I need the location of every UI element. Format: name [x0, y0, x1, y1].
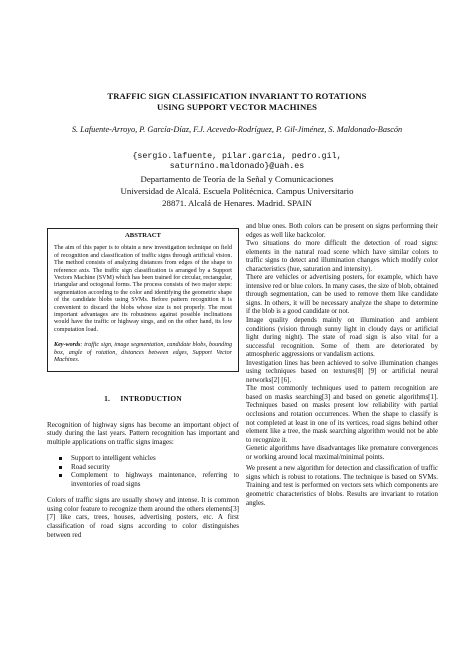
abstract-text: The aim of this paper is to obtain a new investigation technique on field of recognition and classification of traffic signs through artificial vision. The method consists of analyzing distances from edges of the shape to reference axis. The traffic sign classification is arranged by a Support Vectors Machine (SVM) which has been trained for circular, rectangular, triangular and octogonal forms. The process consists of two major steps: segmentation according to the color and identifying the geometric shape of the candidate blobs using SVMs. Before pattern recognition it is convenient to discard the blobs whose size is not properly. The most important advantages are its robustness against possible inclinations would have the traffic or highway sings, and on the other hand, its low computation load. — [54, 245, 232, 333]
keywords — [54, 342, 232, 364]
right-paragraph-3: There are vehicles or advertising posters, for example, which have intensive red or blue colors. In many cases, the size of blob, obtained through segmentation, can be used to remove them like candidate signs. In others, it will be necessary analyze the shape to determine if the blob is a good candidate or not. — [246, 273, 438, 316]
intro-paragraph-2: Colors of traffic signs are usually showy and intense. It is common using color feature to recognize them around the others elements[3] [7] like cars, trees, houses, advertising posters, etc. A first classification of road signs according to color distinguishes between red — [47, 495, 239, 539]
bullet-icon — [59, 466, 62, 469]
right-paragraph-2: Two situations do more difficult the detection of road signs: elements in the natural road scene which have similar colors to traffic signs to detect and illumination changes which modify color characteristics (hue, saturation and intensity). — [246, 239, 438, 273]
right-paragraph-1: and blue ones. Both colors can be present on signs performing their edges as well like backcolor. — [246, 222, 438, 239]
affiliation-line-2: Universidad de Alcalá. Escuela Politécnica. Campus Universitario — [120, 186, 354, 196]
affiliation-line-3: 28871. Alcalá de Henares. Madrid. SPAIN — [162, 198, 312, 208]
list-item: Complement to highways maintenance, referring to inventories of road signs — [71, 471, 239, 489]
keywords-text: : traffic sign, image segmentation, candidate blobs, bounding box, angle of rotation, distances between edges, Support Vector Machines. — [54, 342, 232, 364]
affiliation — [60, 173, 414, 209]
abstract-heading: ABSTRACT — [125, 232, 161, 239]
title-line-2: USING SUPPORT VECTOR MACHINES — [157, 102, 317, 112]
author-emails — [90, 152, 384, 172]
intro-paragraph-1: Recognition of highway signs has become an important object of study during the last years. Pattern recognition has important and multiple applications on traffic signs images: — [47, 420, 239, 446]
right-paragraph-7: Genetic algorithms have disadvantages like premature convergences or working around local maximal/minimal points. — [246, 444, 438, 461]
right-paragraph-5: Investigation lines has been achieved to solve illumination changes using techniques based on textures[8] [9] or artificial neural networks[2] [6]. — [246, 358, 438, 384]
bullet-icon — [59, 474, 62, 477]
affiliation-line-1: Departamento de Teoría de la Señal y Comunicaciones — [140, 174, 334, 184]
right-paragraph-8: We present a new algorithm for detection and classification of traffic signs which is robust to rotations. The technique is based on SVMs. Training and test is performed on vectors sets which components are geometric characteristics of blobs. Results are invariant to rotation angles. — [246, 464, 438, 507]
right-paragraph-4: Image quality depends mainly on illumination and ambient conditions (vision through sunny light in cloudy days or artificial light during night). The state of road sign is also vital for a successful recognition. Some of them are deteriorated by atmospheric aggressions or vandalism actions. — [246, 316, 438, 359]
emails-line-1: {sergio.lafuente, pilar.garcia, pedro.gil, — [132, 152, 342, 161]
list-item: Support to intelligent vehicles — [71, 454, 239, 463]
application-list — [47, 454, 239, 489]
keywords-label: Key-words — [54, 342, 81, 349]
paper-title — [60, 91, 414, 113]
author-list: S. Lafuente-Arroyo, P. García-Díaz, F.J. Acevedo-Rodríguez, P. Gil-Jiménez, S. Maldonado-Bascón — [71, 125, 403, 134]
left-column — [47, 228, 239, 547]
emails-line-2: saturnino.maldonado}@uah.es — [169, 162, 305, 171]
right-column — [246, 222, 438, 507]
right-paragraph-6: The most commonly techniques used to pattern recognition are based on masks searching[3] and based on genetic algorithms[1]. Techniques based on masks present low reliability with partial occlusions and rotation occurrences. When the shape to classify is not completed at least in one of its vertices, road signs behind other element like a tree, the mask searching algorithm would not be able to recognize it. — [246, 384, 438, 444]
section-heading-introduction: 1. INTRODUCTION — [104, 393, 182, 403]
title-line-1: TRAFFIC SIGN CLASSIFICATION INVARIANT TO ROTATIONS — [107, 91, 367, 101]
bullet-icon — [59, 457, 62, 460]
list-item: Road security — [71, 463, 239, 472]
abstract-box — [47, 228, 239, 372]
